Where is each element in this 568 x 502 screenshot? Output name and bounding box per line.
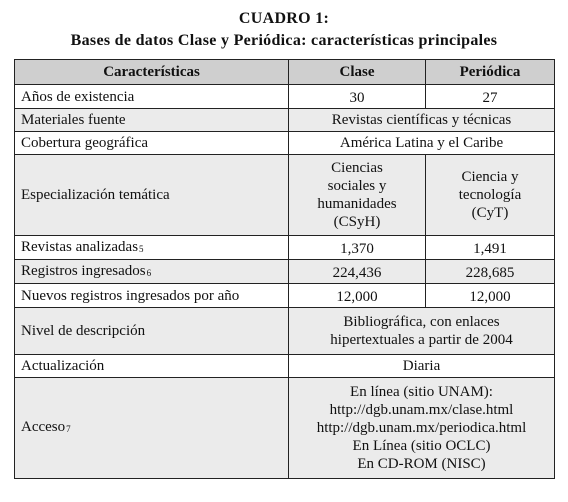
row-label: Nuevos registros ingresados por año (15, 284, 289, 308)
table-row (15, 132, 555, 155)
clase-value (289, 155, 426, 236)
cell-line: Ciencia y (461, 169, 519, 185)
periodica-value: 27 (426, 85, 555, 109)
cell-line: hipertextuales a partir de 2004 (330, 332, 513, 348)
cell-line: (CSyH) (333, 214, 381, 230)
shared-value: Revistas científicas y técnicas (289, 109, 555, 132)
cell-line: Bibliográfica, con enlaces (343, 314, 500, 330)
row-label-text: Acceso (21, 419, 66, 435)
cell-line: http://dgb.unam.mx/clase.html (329, 402, 514, 418)
header-characteristics: Características (15, 60, 289, 85)
cell-line: En línea (sitio UNAM): (350, 384, 493, 400)
row-label: Especialización temática (15, 155, 289, 236)
row-label (15, 236, 289, 260)
shared-value: América Latina y el Caribe (289, 132, 555, 155)
table-row (15, 355, 555, 378)
characteristics-table (14, 59, 555, 479)
cell-line: sociales y (327, 178, 387, 194)
row-label: Materiales fuente (15, 109, 289, 132)
row-label: Cobertura geográfica (15, 132, 289, 155)
table-row (15, 260, 555, 284)
header-clase: Clase (289, 60, 426, 85)
table-caption-title: CUADRO 1: (238, 10, 330, 27)
table-row (15, 378, 555, 479)
cell-line: humanidades (317, 196, 397, 212)
row-label-text: Revistas analizadas (21, 238, 139, 255)
footnote-marker: 5 (139, 243, 144, 254)
cell-line: tecnología (458, 187, 522, 203)
table-row (15, 236, 555, 260)
row-label (15, 378, 289, 479)
periodica-value: 12,000 (426, 284, 555, 308)
periodica-value: 1,491 (426, 236, 555, 260)
row-label: Nivel de descripción (15, 308, 289, 355)
table-row (15, 155, 555, 236)
cell-line: http://dgb.unam.mx/periodica.html (316, 420, 527, 436)
table-row (15, 109, 555, 132)
table-header-row (15, 60, 555, 85)
row-label: Años de existencia (15, 85, 289, 109)
periodica-value: 228,685 (426, 260, 555, 284)
cell-line: En CD-ROM (NISC) (357, 456, 486, 472)
table-row (15, 308, 555, 355)
clase-value: 1,370 (289, 236, 426, 260)
table-row (15, 284, 555, 308)
row-label-text: Registros ingresados (21, 262, 146, 279)
periodica-value (426, 155, 555, 236)
table-caption-subtitle: Bases de datos Clase y Periódica: características principales (70, 32, 498, 49)
clase-value: 224,436 (289, 260, 426, 284)
clase-value: 30 (289, 85, 426, 109)
clase-value: 12,000 (289, 284, 426, 308)
footnote-marker: 6 (146, 267, 152, 278)
table-row (15, 85, 555, 109)
cell-line: (CyT) (471, 205, 509, 221)
cell-line: En Línea (sitio OCLC) (352, 438, 491, 454)
shared-value (289, 378, 555, 479)
shared-value (289, 308, 555, 355)
header-periodica: Periódica (426, 60, 555, 85)
row-label: Actualización (15, 355, 289, 378)
footnote-marker: 7 (66, 424, 71, 434)
cell-line: Ciencias (331, 160, 383, 176)
row-label (15, 260, 289, 284)
shared-value: Diaria (289, 355, 555, 378)
